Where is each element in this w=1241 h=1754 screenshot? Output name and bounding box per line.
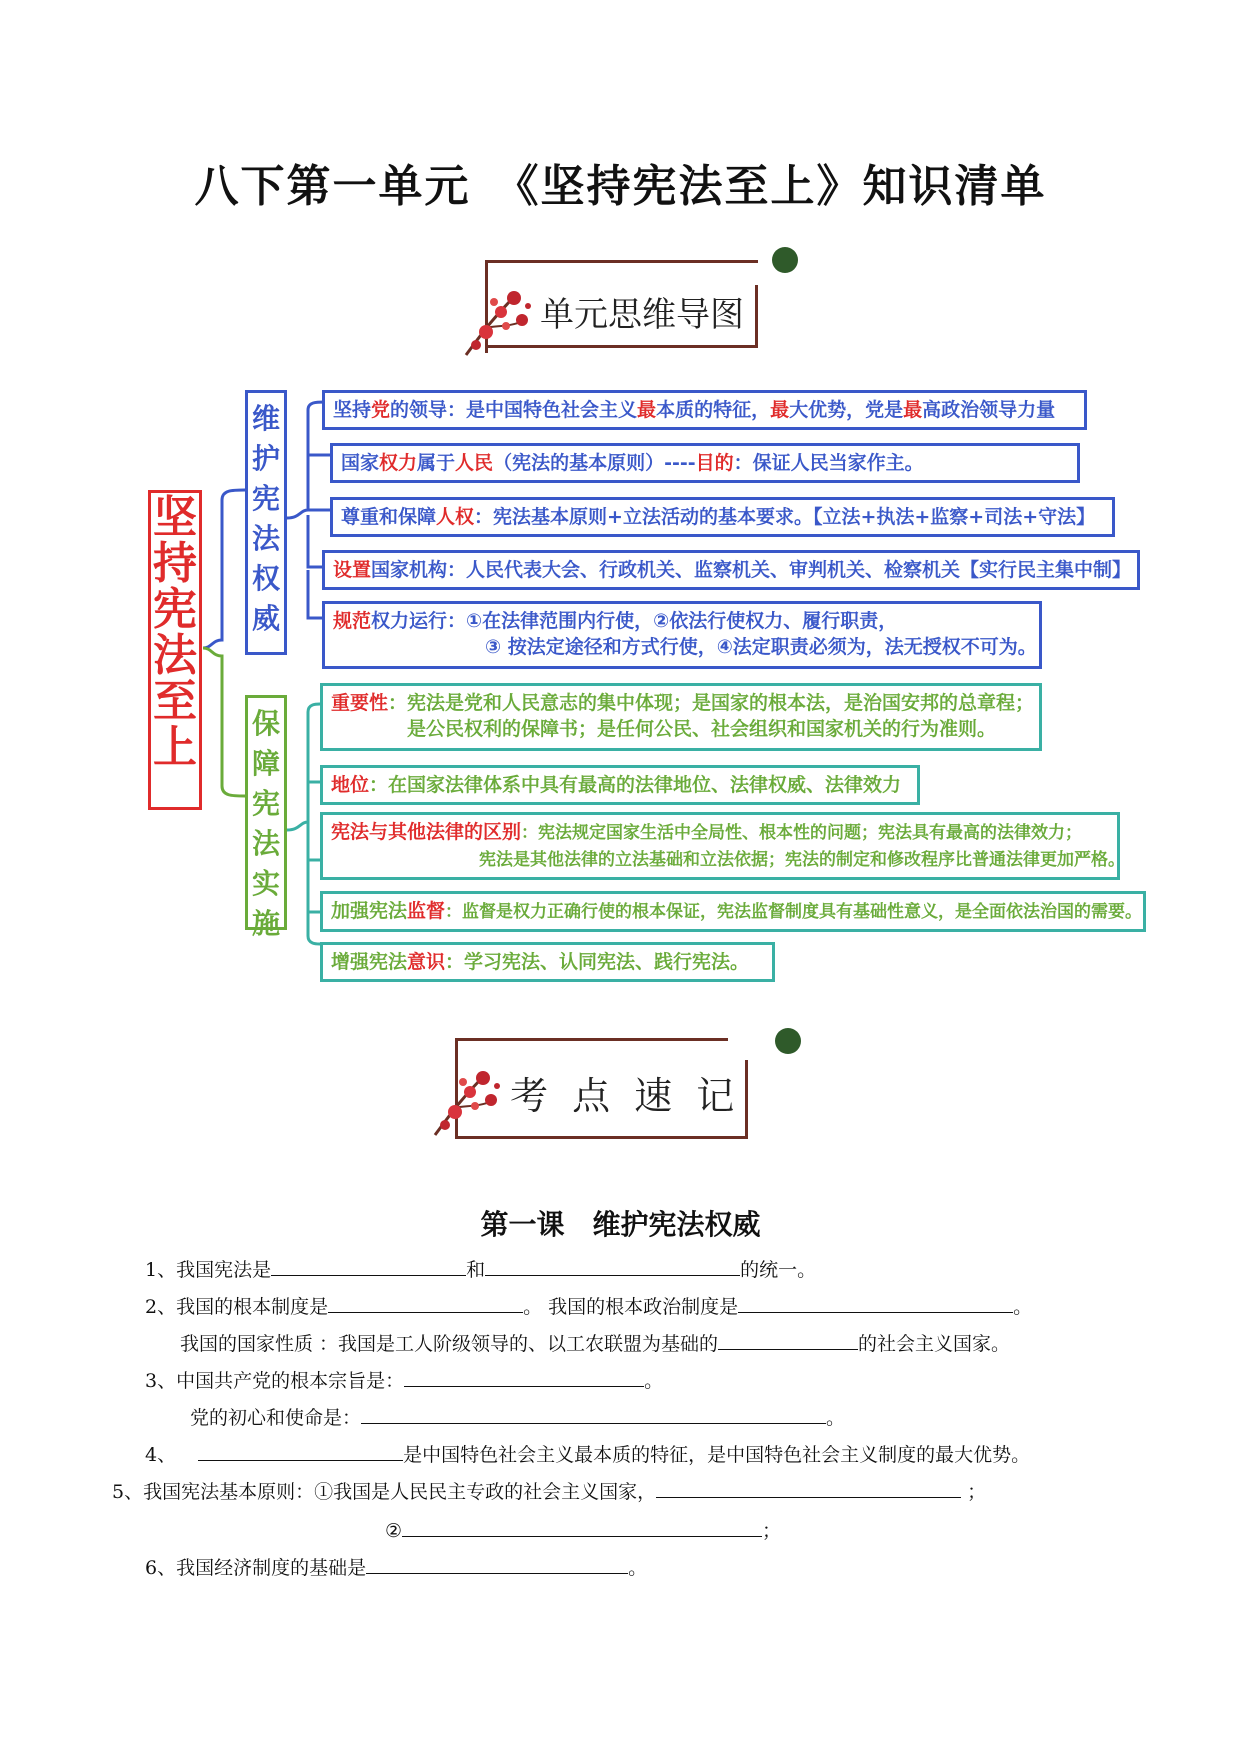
document-title: 八下第一单元 《坚持宪法至上》知识清单 xyxy=(194,161,1047,212)
mindmap-root: 坚持宪法至上 xyxy=(148,490,202,810)
answer-blank[interactable] xyxy=(361,1405,826,1424)
branch-ensure-implementation: 保障宪法实施 xyxy=(245,695,287,930)
leaf-difference-other-laws: 宪法与其他法律的区别：宪法规定国家生活中全局性、根本性的问题；宪法具有最高的法律效力； 宪法是其他法律的立法基础和立法依据；宪法的制定和修改程序比普通法律更加严格。 xyxy=(320,812,1120,880)
banner-dot xyxy=(775,1028,801,1054)
answer-blank[interactable] xyxy=(198,1442,403,1461)
banner-label: 单元思维导图 xyxy=(540,295,744,335)
leaf-party-leadership: 坚持党的领导：是中国特色社会主义最本质的特征，最大优势，党是最高政治领导力量 xyxy=(322,390,1087,430)
leaf-supervision: 加强宪法监督：监督是权力正确行使的根本保证，宪法监督制度具有基础性意义，是全面依法治国的需要。 xyxy=(320,891,1146,932)
question-3b: 党的初心和使命是： 。 xyxy=(190,1407,846,1429)
question-6: 6、我国经济制度的基础是 。 xyxy=(145,1557,648,1579)
banner-label: 考 点 速 记 xyxy=(510,1074,741,1118)
answer-blank[interactable] xyxy=(366,1555,628,1574)
leaf-status: 地位：在国家法律体系中具有最高的法律地位、法律权威、法律效力 xyxy=(320,765,920,805)
leaf-regulate-power: 规范权力运行：①在法律范围内行使，②依法行使权力、履行职责， ③ 按法定途径和方式行使，④法定职责必须为，法无授权不可为。 xyxy=(322,601,1042,669)
question-2: 2、我国的根本制度是 。 我国的根本政治制度是 。 xyxy=(145,1296,1033,1318)
question-3: 3、中国共产党的根本宗旨是： 。 xyxy=(145,1370,664,1392)
question-5: 5、我国宪法基本原则：①我国是人民民主专政的社会主义国家， ； xyxy=(112,1481,987,1503)
leaf-state-organs: 设置国家机构：人民代表大会、行政机关、监察机关、审判机关、检察机关【实行民主集中制】 xyxy=(322,550,1140,590)
answer-blank[interactable] xyxy=(718,1331,858,1350)
leaf-human-rights: 尊重和保障人权：宪法基本原则+立法活动的基本要求。【立法+执法+监察+司法+守法】 xyxy=(330,497,1115,537)
answer-blank[interactable] xyxy=(328,1294,523,1313)
question-2b: 我国的国家性质 ：我国是工人阶级领导的、以工农联盟为基础的 的社会主义国家。 xyxy=(180,1333,1011,1355)
answer-blank[interactable] xyxy=(485,1257,740,1276)
answer-blank[interactable] xyxy=(656,1479,961,1498)
branch-maintain-authority: 维护宪法权威 xyxy=(245,390,287,655)
answer-blank[interactable] xyxy=(404,1368,644,1387)
plum-blossom-icon xyxy=(425,1060,509,1140)
lesson-title: 第一课 维护宪法权威 xyxy=(480,1208,761,1241)
question-4: 4、 是中国特色社会主义最本质的特征，是中国特色社会主义制度的最大优势。 xyxy=(145,1444,1031,1466)
key-points-banner xyxy=(415,1010,815,1140)
question-1: 1、我国宪法是 和 的统一。 xyxy=(145,1259,817,1281)
leaf-importance: 重要性：宪法是党和人民意志的集中体现；是国家的根本法，是治国安邦的总章程； 是公民权利的保障书；是任何公民、社会组织和国家机关的行为准则。 xyxy=(320,683,1042,751)
leaf-awareness: 增强宪法意识：学习宪法、认同宪法、践行宪法。 xyxy=(320,942,775,982)
answer-blank[interactable] xyxy=(738,1294,1013,1313)
answer-blank[interactable] xyxy=(271,1257,466,1276)
question-5b: ② ； xyxy=(385,1520,782,1542)
leaf-power-to-people: 国家权力属于人民（宪法的基本原则）----目的：保证人民当家作主。 xyxy=(330,443,1080,483)
answer-blank[interactable] xyxy=(402,1518,762,1537)
